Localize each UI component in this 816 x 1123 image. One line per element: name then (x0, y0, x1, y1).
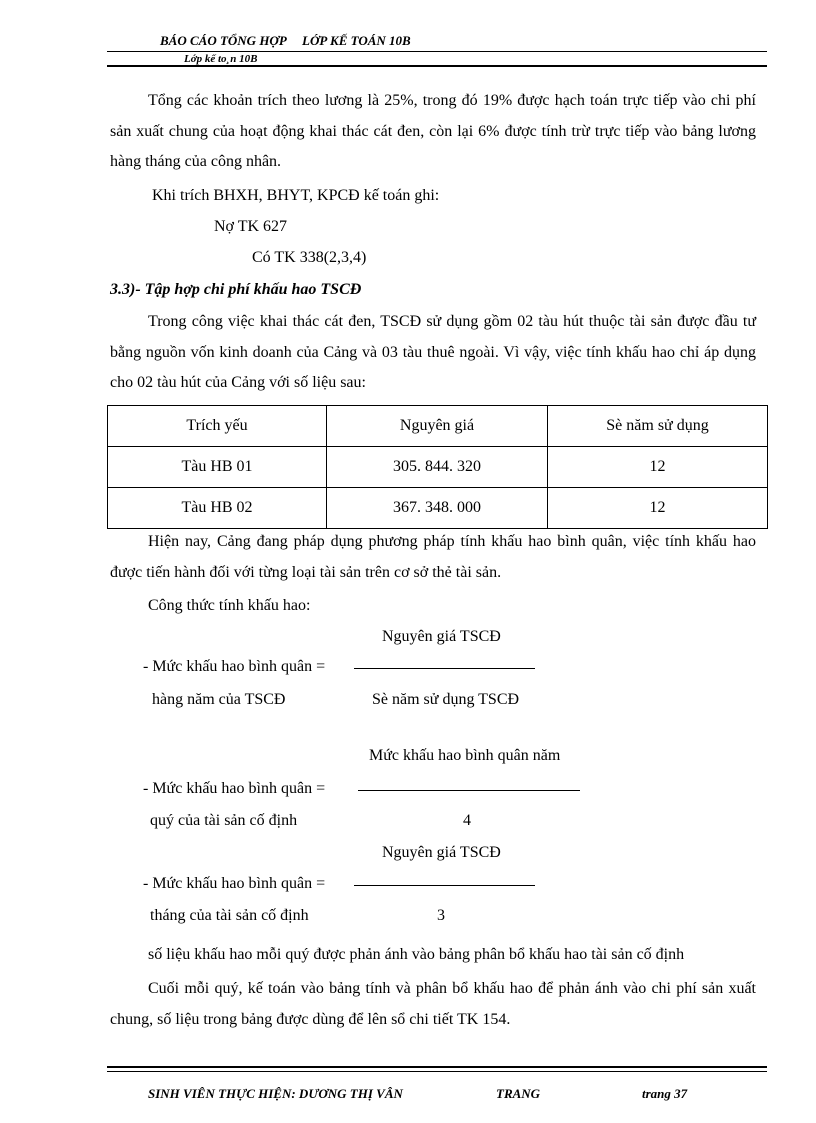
paragraph-method: Hiện nay, Cảng đang pháp dụng phương pháp tính khấu hao bình quân, việc tính khấu hao được tiến hành đối với từng loại tài sản trên cơ sở thẻ tài sản. (110, 533, 756, 581)
paragraph-quarterly: số liệu khấu hao mỗi quý được phản ánh vào bảng phân bổ khấu hao tài sản cố định (148, 946, 685, 963)
header-class: LỚP KẾ TOÁN 10B (302, 33, 411, 48)
formula2-label-cont: quý của tài sản cố định (150, 812, 298, 829)
formula3-label-cont: tháng của tài sản cố định (150, 907, 309, 924)
table-cell: 305. 844. 320 (327, 447, 548, 488)
table-header-cell: Trích yếu (108, 406, 327, 447)
header-rule-top (107, 51, 767, 52)
table-header-row (108, 406, 768, 447)
entry-credit: Có TK 338(2,3,4) (252, 249, 367, 266)
table-cell: 12 (548, 488, 768, 529)
table-cell: Tàu HB 01 (108, 447, 327, 488)
formula2-fraction-bar (358, 790, 580, 791)
header-rule-bottom (107, 65, 767, 67)
depreciation-table (107, 405, 768, 529)
paragraph-end-of-quarter: Cuối mỗi quý, kế toán vào bảng tính và phân bổ khấu hao để phản ánh vào chi phí sản xuất chung, số liệu trong bảng được dùng để lên sổ chi tiết TK 154. (110, 980, 756, 1028)
entry-debit: Nợ TK 627 (214, 218, 288, 235)
formula2-label: - Mức khấu hao bình quân = (143, 780, 326, 797)
table-cell: Tàu HB 02 (108, 488, 327, 529)
footer-author: SINH VIÊN THỰC HIỆN: DƯƠNG THỊ VÂN (148, 1086, 403, 1101)
footer-rule-top (107, 1066, 767, 1068)
formula1-numerator: Nguyên giá TSCĐ (382, 628, 501, 645)
paragraph-contributions: Tổng các khoản trích theo lương là 25%, trong đó 19% được hạch toán trực tiếp vào chi phí sản xuất chung của hoạt động khai thác cát đen, còn lại 6% được tính trừ trực tiếp vào bảng lương hàng tháng của công nhân. (110, 92, 756, 170)
formula1-fraction-bar (354, 668, 535, 669)
formula3-numerator: Nguyên giá TSCĐ (382, 844, 501, 861)
formula2-numerator: Mức khấu hao bình quân năm (369, 747, 561, 764)
formula3-fraction-bar (354, 885, 535, 886)
table-cell: 12 (548, 447, 768, 488)
table-row (108, 447, 768, 488)
formula3-label: - Mức khấu hao bình quân = (143, 875, 326, 892)
table-header-cell: Sè năm sử dụng (548, 406, 768, 447)
paragraph-formula-intro: Công thức tính khấu hao: (148, 597, 311, 614)
formula1-label: - Mức khấu hao bình quân = (143, 658, 326, 675)
footer-rule-bottom (107, 1071, 767, 1072)
formula1-denominator: Sè năm sử dụng TSCĐ (372, 691, 520, 708)
footer-page-number: trang 37 (642, 1086, 688, 1101)
footer-trang-label: TRANG (496, 1086, 541, 1101)
formula1-label-cont: hàng năm của TSCĐ (152, 691, 286, 708)
header-title: BÁO CÁO TỔNG HỢP (160, 33, 287, 48)
formula3-denominator: 3 (437, 907, 445, 924)
formula2-denominator: 4 (463, 812, 471, 829)
table-cell: 367. 348. 000 (327, 488, 548, 529)
section-title: 3.3)- Tập hợp chi phí khấu hao TSCĐ (110, 281, 362, 298)
table-row (108, 488, 768, 529)
paragraph-assets: Trong công việc khai thác cát đen, TSCĐ sử dụng gồm 02 tàu hút thuộc tài sản được đầu tư bằng nguồn vốn kinh doanh của Cảng và 03 tàu thuê ngoài. Vì vậy, việc tính khấu hao chỉ áp dụng cho 02 tàu hút của Cảng với số liệu sau: (110, 313, 756, 391)
header-subline: Lớp kế to¸n 10B (184, 53, 258, 65)
table-header-cell: Nguyên giá (327, 406, 548, 447)
paragraph-entry-intro: Khi trích BHXH, BHYT, KPCĐ kế toán ghi: (152, 187, 440, 204)
